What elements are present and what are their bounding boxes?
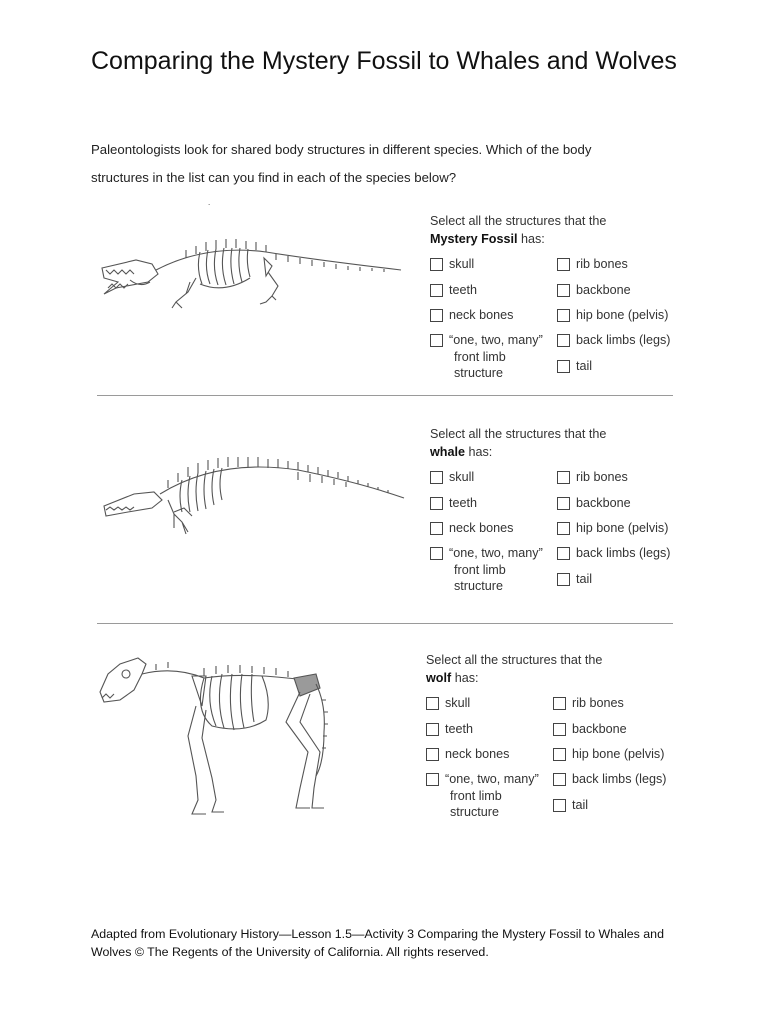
prompt-prefix: Select all the structures that the <box>430 427 607 441</box>
option-label-hip-bone: hip bone (pelvis) <box>572 747 665 761</box>
checkbox-front-limb[interactable] <box>426 773 439 786</box>
checkbox-backbone[interactable] <box>557 284 570 297</box>
checkbox-back-limbs[interactable] <box>553 773 566 786</box>
prompt-suffix: has: <box>454 671 479 685</box>
option-label-rib-bones: rib bones <box>576 257 628 271</box>
prompt-prefix: Select all the structures that the <box>430 214 607 228</box>
attribution-footer: Adapted from Evolutionary History—Lesson 1.5—Activity 3 Comparing the Mystery Fossil to Whales and Wolves © The Regents of the University of California. All rights reserved. <box>91 927 664 959</box>
option-label-rib-bones: rib bones <box>572 696 624 710</box>
option-label-backbone: backbone <box>572 722 627 736</box>
checkbox-neck-bones[interactable] <box>430 309 443 322</box>
stray-mark: . <box>208 198 211 207</box>
front-limb-line-1: “one, two, many” <box>449 546 543 560</box>
checkbox-backbone[interactable] <box>553 723 566 736</box>
option-label-hip-bone: hip bone (pelvis) <box>576 308 669 322</box>
prompt-whale <box>430 425 606 461</box>
checkbox-back-limbs[interactable] <box>557 547 570 560</box>
front-limb-line-2: front limb <box>454 562 506 577</box>
option-label-front-limb <box>449 545 543 595</box>
front-limb-line-3: structure <box>454 579 503 593</box>
option-label-neck-bones: neck bones <box>449 521 514 535</box>
prompt-prefix: Select all the structures that the <box>426 653 603 667</box>
option-label-skull: skull <box>445 696 471 710</box>
checkbox-tail[interactable] <box>557 360 570 373</box>
checkbox-skull[interactable] <box>430 258 443 271</box>
checkbox-hip-bone[interactable] <box>553 748 566 761</box>
option-label-skull: skull <box>449 257 475 271</box>
checkbox-rib-bones[interactable] <box>557 471 570 484</box>
prompt-mystery-fossil <box>430 212 606 248</box>
prompt-wolf <box>426 651 602 687</box>
front-limb-line-3: structure <box>450 805 499 819</box>
option-label-back-limbs: back limbs (legs) <box>576 333 671 347</box>
option-label-back-limbs: back limbs (legs) <box>572 772 667 786</box>
option-label-skull: skull <box>449 470 475 484</box>
option-label-hip-bone: hip bone (pelvis) <box>576 521 669 535</box>
page-title: Comparing the Mystery Fossil to Whales and Wolves <box>91 47 677 75</box>
checkbox-teeth[interactable] <box>426 723 439 736</box>
option-label-tail: tail <box>576 359 593 373</box>
whale-skeleton-icon <box>98 450 408 550</box>
checkbox-rib-bones[interactable] <box>553 697 566 710</box>
checkbox-teeth[interactable] <box>430 497 443 510</box>
checkbox-neck-bones[interactable] <box>430 522 443 535</box>
option-label-rib-bones: rib bones <box>576 470 628 484</box>
checkbox-skull[interactable] <box>430 471 443 484</box>
option-label-backbone: backbone <box>576 283 631 297</box>
option-label-teeth: teeth <box>449 283 478 297</box>
species-name: wolf <box>426 671 452 685</box>
option-label-back-limbs: back limbs (legs) <box>576 546 671 560</box>
front-limb-line-3: structure <box>454 366 503 380</box>
checkbox-tail[interactable] <box>557 573 570 586</box>
option-label-backbone: backbone <box>576 496 631 510</box>
checkbox-tail[interactable] <box>553 799 566 812</box>
checkbox-hip-bone[interactable] <box>557 522 570 535</box>
wolf-skeleton-icon <box>94 650 344 820</box>
option-label-neck-bones: neck bones <box>445 747 510 761</box>
front-limb-line-2: front limb <box>450 788 502 803</box>
front-limb-line-1: “one, two, many” <box>445 772 539 786</box>
checkbox-hip-bone[interactable] <box>557 309 570 322</box>
option-label-teeth: teeth <box>449 496 478 510</box>
checkbox-skull[interactable] <box>426 697 439 710</box>
checkbox-neck-bones[interactable] <box>426 748 439 761</box>
option-label-tail: tail <box>576 572 593 586</box>
option-label-neck-bones: neck bones <box>449 308 514 322</box>
species-name: whale <box>430 445 465 459</box>
option-label-front-limb <box>449 332 543 382</box>
section-divider <box>97 623 673 624</box>
checkbox-front-limb[interactable] <box>430 547 443 560</box>
species-name: Mystery Fossil <box>430 232 518 246</box>
front-limb-line-1: “one, two, many” <box>449 333 543 347</box>
option-label-front-limb <box>445 771 539 821</box>
prompt-suffix: has: <box>468 445 493 459</box>
option-label-teeth: teeth <box>445 722 474 736</box>
checkbox-rib-bones[interactable] <box>557 258 570 271</box>
checkbox-teeth[interactable] <box>430 284 443 297</box>
mystery-fossil-skeleton-icon <box>96 230 406 330</box>
option-label-tail: tail <box>572 798 589 812</box>
checkbox-backbone[interactable] <box>557 497 570 510</box>
intro-paragraph: Paleontologists look for shared body structures in different species. Which of the body structures in the list can you find in each of the species below? <box>91 142 592 185</box>
section-divider <box>97 395 673 396</box>
checkbox-back-limbs[interactable] <box>557 334 570 347</box>
checkbox-front-limb[interactable] <box>430 334 443 347</box>
prompt-suffix: has: <box>521 232 545 246</box>
front-limb-line-2: front limb <box>454 349 506 364</box>
